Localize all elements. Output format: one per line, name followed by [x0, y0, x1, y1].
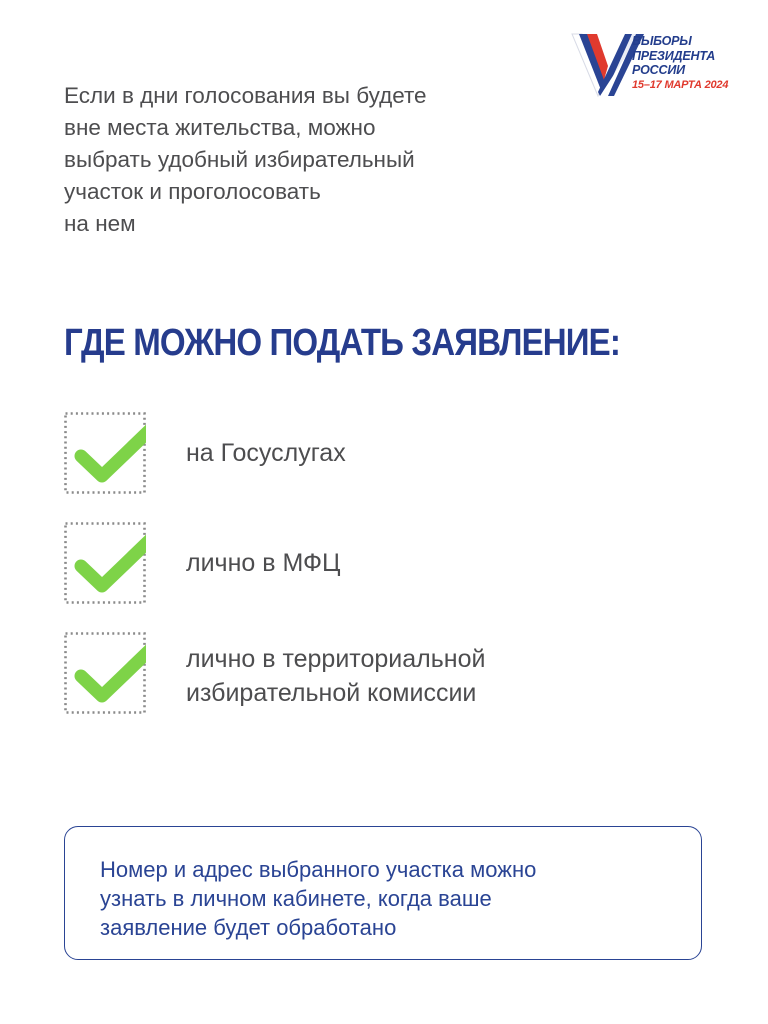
note-line: заявление будет обработано [100, 915, 397, 940]
note-line: узнать в личном кабинете, когда ваше [100, 886, 492, 911]
intro-line: участок и проголосовать [64, 179, 321, 204]
checkmark-icon [64, 522, 146, 604]
info-note-text [100, 855, 536, 942]
option-label [186, 436, 346, 470]
option-label-line: лично в МФЦ [186, 549, 341, 577]
note-line: Номер и адрес выбранного участка можно [100, 857, 537, 882]
option-label [186, 546, 341, 580]
logo-dates: 15–17 МАРТА 2024 [632, 78, 729, 91]
logo-line: ПРЕЗИДЕНТА [632, 48, 716, 63]
intro-line: выбрать удобный избирательный [64, 147, 415, 172]
option-label [186, 642, 485, 710]
option-gosuslugi [64, 412, 684, 496]
option-label-line: на Госуслугах [186, 439, 346, 467]
logo-line: ВЫБОРЫ [632, 34, 692, 48]
intro-text [64, 80, 504, 240]
option-mfc [64, 522, 684, 606]
info-note-box [64, 826, 702, 960]
checkmark-icon [64, 632, 146, 714]
section-heading: ГДЕ МОЖНО ПОДАТЬ ЗАЯВЛЕНИЕ: [64, 322, 620, 364]
intro-line: вне места жительства, можно [64, 115, 376, 140]
option-label-line: избирательной комиссии [186, 679, 477, 707]
logo-text [632, 34, 728, 92]
logo-line: РОССИИ [632, 63, 685, 77]
option-label-line: лично в территориальной [186, 645, 486, 673]
option-territorial-commission [64, 632, 684, 716]
intro-line: на нем [64, 211, 136, 236]
election-logo [570, 32, 745, 100]
checkmark-icon [64, 412, 146, 494]
intro-line: Если в дни голосования вы будете [64, 83, 427, 108]
